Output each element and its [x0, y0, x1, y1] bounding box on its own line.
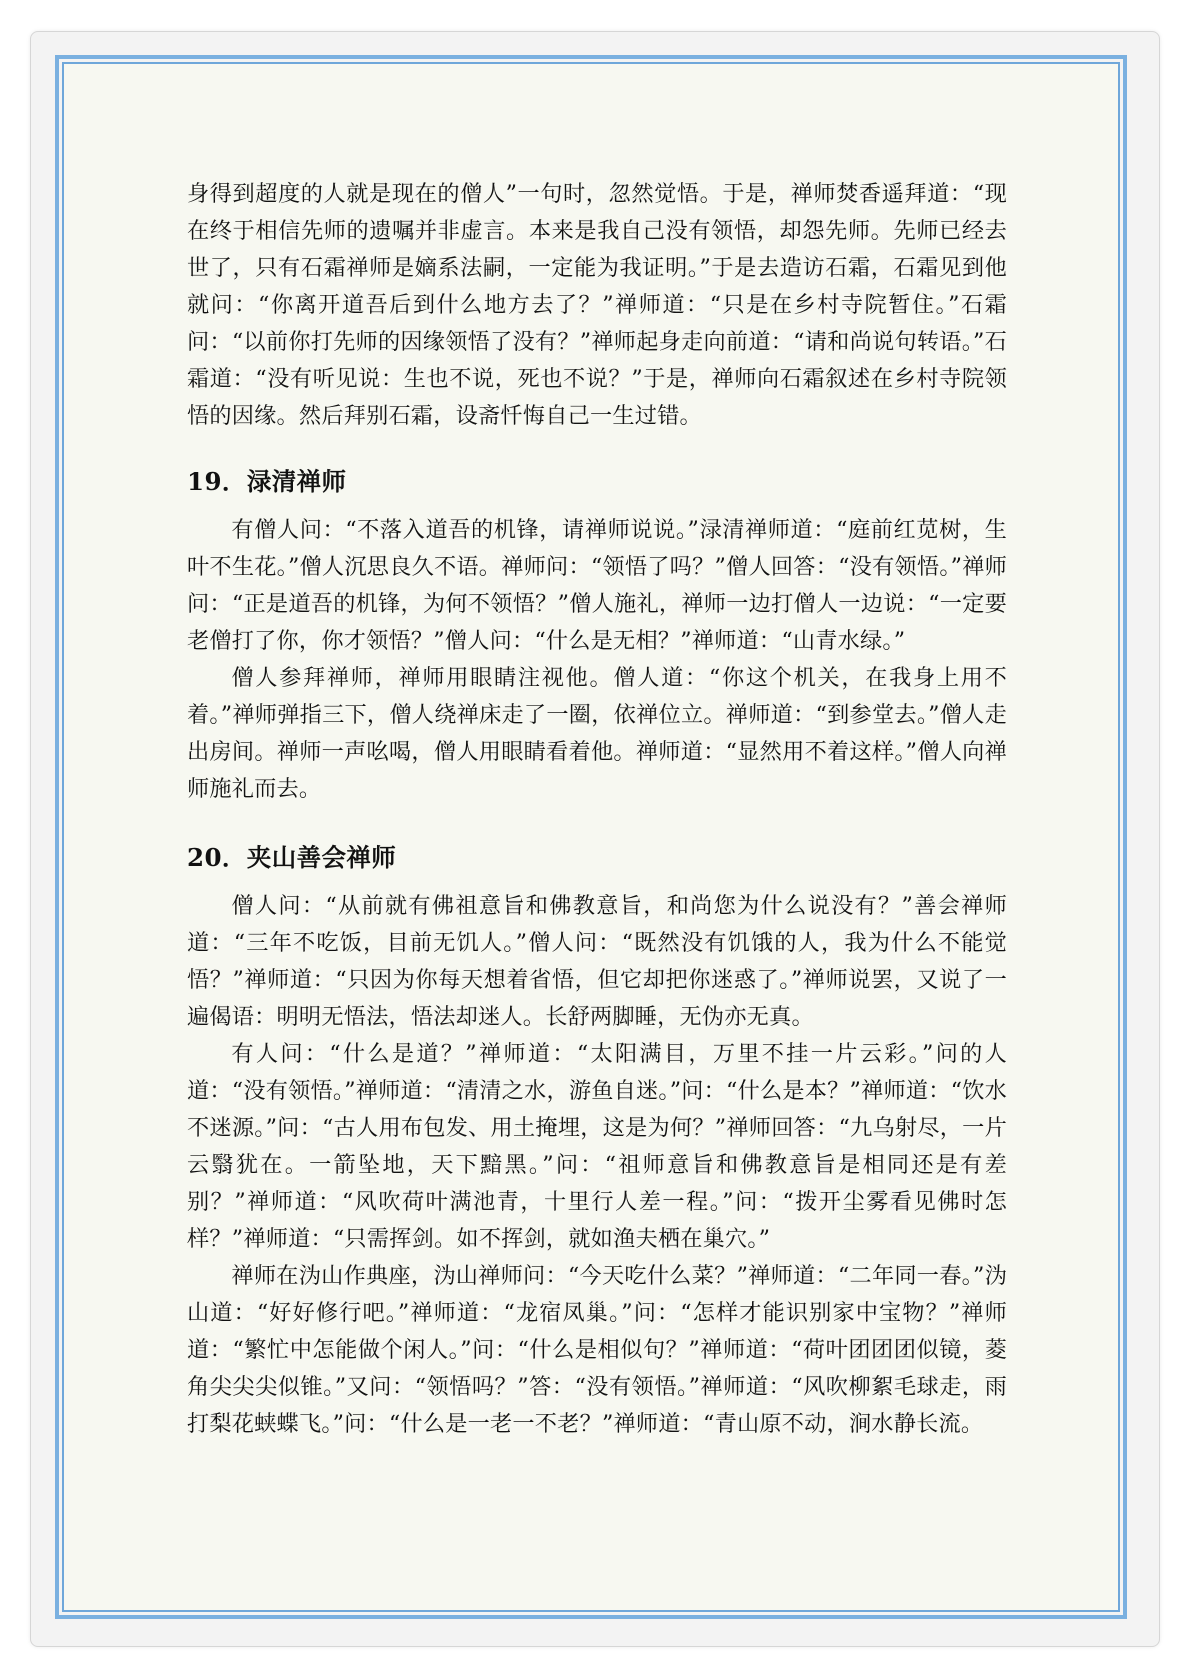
section-19-paragraph-1: 有僧人问：“不落入道吾的机锋，请禅师说说。”渌清禅师道：“庭前红苋树，生叶不生花。”僧人沉思良久不语。禅师问：“领悟了吗？”僧人回答：“没有领悟。”禅师问：“正是道吾的机锋，为何不领悟？”僧人施礼，禅师一边打僧人一边说：“一定要老僧打了你，你才领悟？”僧人问：“什么是无相？”禅师道：“山青水绿。” — [187, 517, 1007, 654]
document-body — [187, 176, 1007, 1443]
section-20-paragraph-2: 有人问：“什么是道？”禅师道：“太阳满目，万里不挂一片云彩。”问的人道：“没有领悟。”禅师道：“清清之水，游鱼自迷。”问：“什么是本？”禅师道：“饮水不迷源。”问：“古人用布包发、用土掩埋，这是为何？”禅师回答：“九乌射尽，一片云翳犹在。一箭坠地，天下黯黑。”问：“祖师意旨和佛教意旨是相同还是有差别？”禅师道：“风吹荷叶满池青，十里行人差一程。”问：“拨开尘雾看见佛时怎样？”禅师道：“只需挥剑。如不挥剑，就如渔夫栖在巢穴。” — [187, 1041, 1007, 1252]
section-19-heading: 19．渌清禅师 — [187, 467, 347, 496]
section-20-paragraph-3: 禅师在沩山作典座，沩山禅师问：“今天吃什么菜？”禅师道：“二年同一春。”沩山道：“好好修行吧。”禅师道：“龙宿凤巢。”问：“怎样才能识别家中宝物？”禅师道：“繁忙中怎能做个闲人。”问：“什么是相似句？”禅师道：“荷叶团团团似镜，菱角尖尖尖似锥。”又问：“领悟吗？”答：“没有领悟。”禅师道：“风吹柳絮毛球走，雨打梨花蛱蝶飞。”问：“什么是一老一不老？”禅师道：“青山原不动，涧水静长流。 — [187, 1263, 1007, 1437]
section-19-paragraph-2: 僧人参拜禅师，禅师用眼睛注视他。僧人道：“你这个机关，在我身上用不着。”禅师弹指三下，僧人绕禅床走了一圈，依禅位立。禅师道：“到参堂去。”僧人走出房间。禅师一声吆喝，僧人用眼睛看着他。禅师道：“显然用不着这样。”僧人向禅师施礼而去。 — [187, 665, 1007, 802]
section-20-heading: 20．夹山善会禅师 — [187, 843, 397, 872]
intro-paragraph: 身得到超度的人就是现在的僧人”一句时，忽然觉悟。于是，禅师焚香遥拜道：“现在终于相信先师的遗嘱并非虚言。本来是我自己没有领悟，却怨先师。先师已经去世了，只有石霜禅师是嫡系法嗣，一定能为我证明。”于是去造访石霜，石霜见到他就问：“你离开道吾后到什么地方去了？”禅师道：“只是在乡村寺院暂住。”石霜问：“以前你打先师的因缘领悟了没有？”禅师起身走向前道：“请和尚说句转语。”石霜道：“没有听见说：生也不说，死也不说？”于是，禅师向石霜叙述在乡村寺院领悟的因缘。然后拜别石霜，设斋忏悔自己一生过错。 — [187, 181, 1007, 429]
section-20-paragraph-1: 僧人问：“从前就有佛祖意旨和佛教意旨，和尚您为什么说没有？”善会禅师道：“三年不吃饭，目前无饥人。”僧人问：“既然没有饥饿的人，我为什么不能觉悟？”禅师道：“只因为你每天想着省悟，但它却把你迷惑了。”禅师说罢，又说了一遍偈语：明明无悟法，悟法却迷人。长舒两脚睡，无伪亦无真。 — [187, 893, 1007, 1030]
